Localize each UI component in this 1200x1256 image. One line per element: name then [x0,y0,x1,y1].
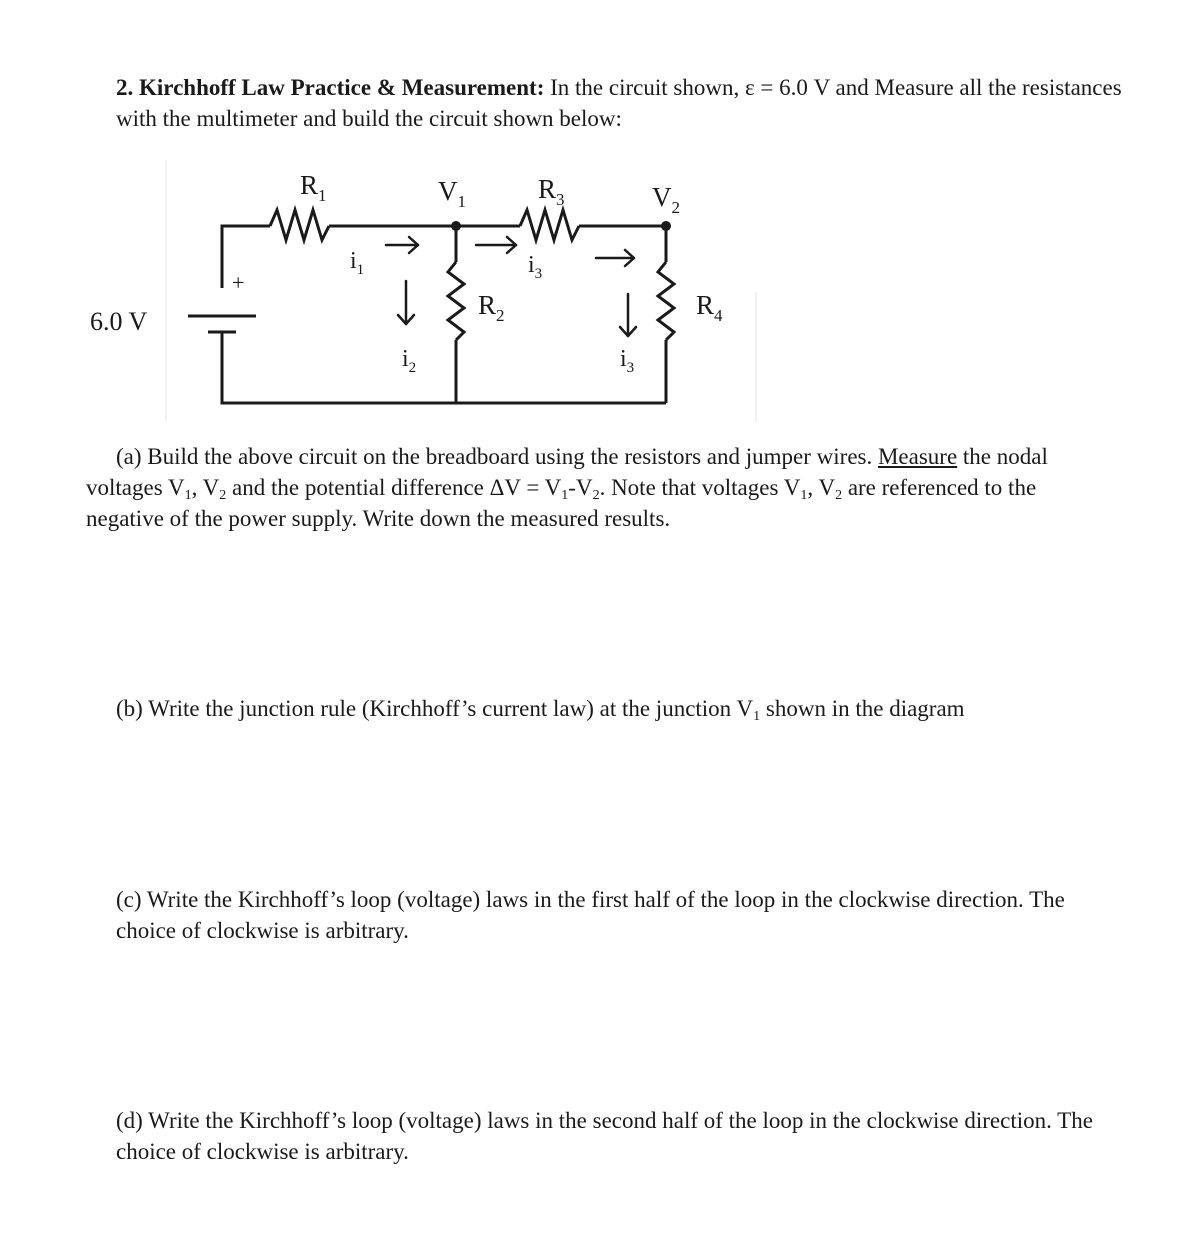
part-b-sub: 1 [753,709,761,724]
part-a-sub-3: 1 [561,488,569,503]
part-a [86,441,1096,534]
part-b-text: (b) Write the junction rule (Kirchhoff’s current law) at the junction V [116,696,754,721]
battery-voltage-label: 6.0 V [90,307,148,336]
battery [188,316,256,332]
current-arrows [386,237,636,336]
resistor-r4-zigzag [658,262,674,340]
part-a-sub-6: 2 [835,488,843,503]
part-a-text-2: , V [191,475,220,500]
label-v2: $V_2$ [652,182,680,217]
wire-left-bottom [222,332,666,403]
resistor-r2-zigzag [448,262,464,340]
resistor-r3-zigzag [520,210,579,240]
part-a-text-1: the nodal voltages V [86,444,1048,500]
problem-statement [116,72,1126,134]
intro-before-emf: In the circuit shown, [550,75,740,100]
part-d: (d) Write the Kirchhoff’s loop (voltage) laws in the second half of the loop in the clockwise direction. The choice of clockwise is arbitrary. [116,1108,1093,1164]
arrow-i1 [386,237,418,253]
part-a-sub-1: 1 [184,488,192,503]
resistor-r1-zigzag [270,210,329,240]
circuit-diagram [80,160,780,430]
problem-title: 2. Kirchhoff Law Practice & Measurement: [116,75,545,100]
arrow-i3-bottom [620,294,636,336]
arrow-i3-top-left [476,237,516,253]
label-i3-bottom: $i_3$ [620,346,635,376]
part-a-sub-5: 1 [800,488,808,503]
intro-after-emf: = 6.0 V and Measure all the resistances with the multimeter and build the circuit shown below: [116,75,1122,131]
label-r2: $R_2$ [478,290,505,325]
junction-v1-dot [451,221,461,231]
part-c: (c) Write the Kirchhoff’s loop (voltage) laws in the first half of the loop in the clockwise direction. The choice of clockwise is arbitrary. [116,887,1065,943]
part-a-sub-4: 2 [592,488,600,503]
part-a-text-3: and the potential difference ΔV = V [232,475,562,500]
battery-plus-sign: + [232,270,245,295]
wires [222,210,674,403]
label-v1: $V_1$ [438,176,466,211]
part-a-text-6: , V [807,475,836,500]
wire-left-top [222,226,270,288]
part-a-lead: (a) Build the above circuit on the breadboard using the resistors and jumper wires. [116,444,873,469]
label-r4: $R_4$ [696,290,723,325]
junction-v2-dot [661,221,671,231]
label-r1: $R_1$ [300,170,327,205]
part-b [116,693,1126,724]
emf-symbol: ε [744,75,755,100]
label-i1: $i_1$ [350,248,365,278]
label-i2: $i_2$ [402,346,417,376]
part-a-text-7: are referenced to the negative of the power supply. Write down the measured results. [86,475,1037,531]
part-a-measure: Measure [877,444,958,469]
part-a-sub-2: 2 [219,488,227,503]
part-a-text-4: -V [568,475,593,500]
part-b-text-end: shown in the diagram [765,696,965,721]
arrow-i2 [398,281,414,324]
label-r3: $R_3$ [538,174,565,209]
label-i3-top: $i_3$ [528,252,543,282]
part-a-text-5: . Note that voltages V [599,475,801,500]
arrow-i3-top-right [596,250,634,266]
